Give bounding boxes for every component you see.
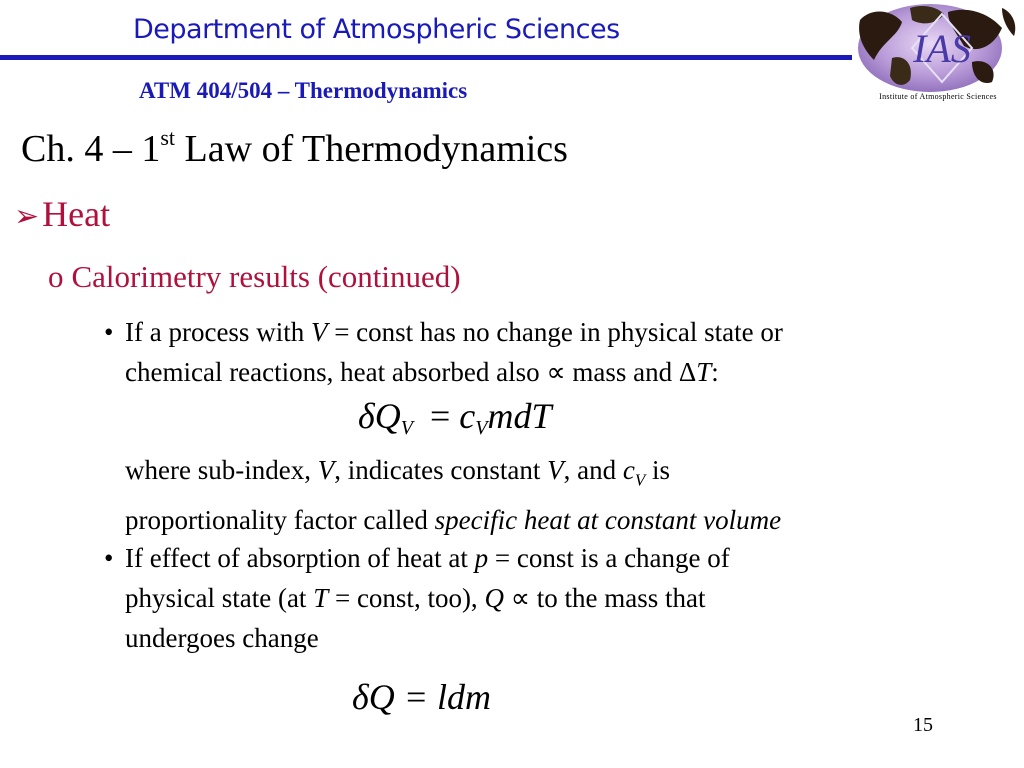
logo-caption: Institute of Atmospheric Sciences (879, 92, 997, 101)
equation-heat-constant-volume: $\delta Q_V = c_VmdT$ (358, 396, 552, 439)
bullet2-text: If effect of absorption of heat at p = const is a change of physical state (at T = const, too), Q ∝ to the mass that undergoes change (125, 543, 730, 653)
course-title: ATM 404/504 – Thermodynamics (139, 78, 468, 103)
bullet-heat: ➢Heat (14, 194, 111, 234)
logo-wordmark: IAS (913, 26, 971, 71)
ias-logo (852, 2, 1024, 102)
page-number: 15 (913, 714, 933, 736)
department-title: Department of Atmospheric Sciences (133, 14, 620, 45)
bullet1-text: If a process with V = const has no change in physical state or chemical reactions, heat absorbed also ∝ mass and ΔT: (125, 317, 783, 387)
equation-latent-heat: δQ = ldm (352, 677, 492, 717)
equation1-explanation: where sub-index, V, indicates constant V, and $c_V$ is proportionality factor called specific heat at constant volume (125, 455, 782, 536)
arrow-bullet-icon: ➢ (14, 200, 40, 233)
header-divider (0, 55, 905, 60)
bullet-dot-2: • (104, 543, 114, 573)
subbullet-calorimetry: o Calorimetry results (continued) (48, 259, 461, 294)
bullet-dot-1: • (104, 317, 114, 347)
slide-title: Ch. 4 – 1st Law of Thermodynamics (21, 125, 568, 170)
